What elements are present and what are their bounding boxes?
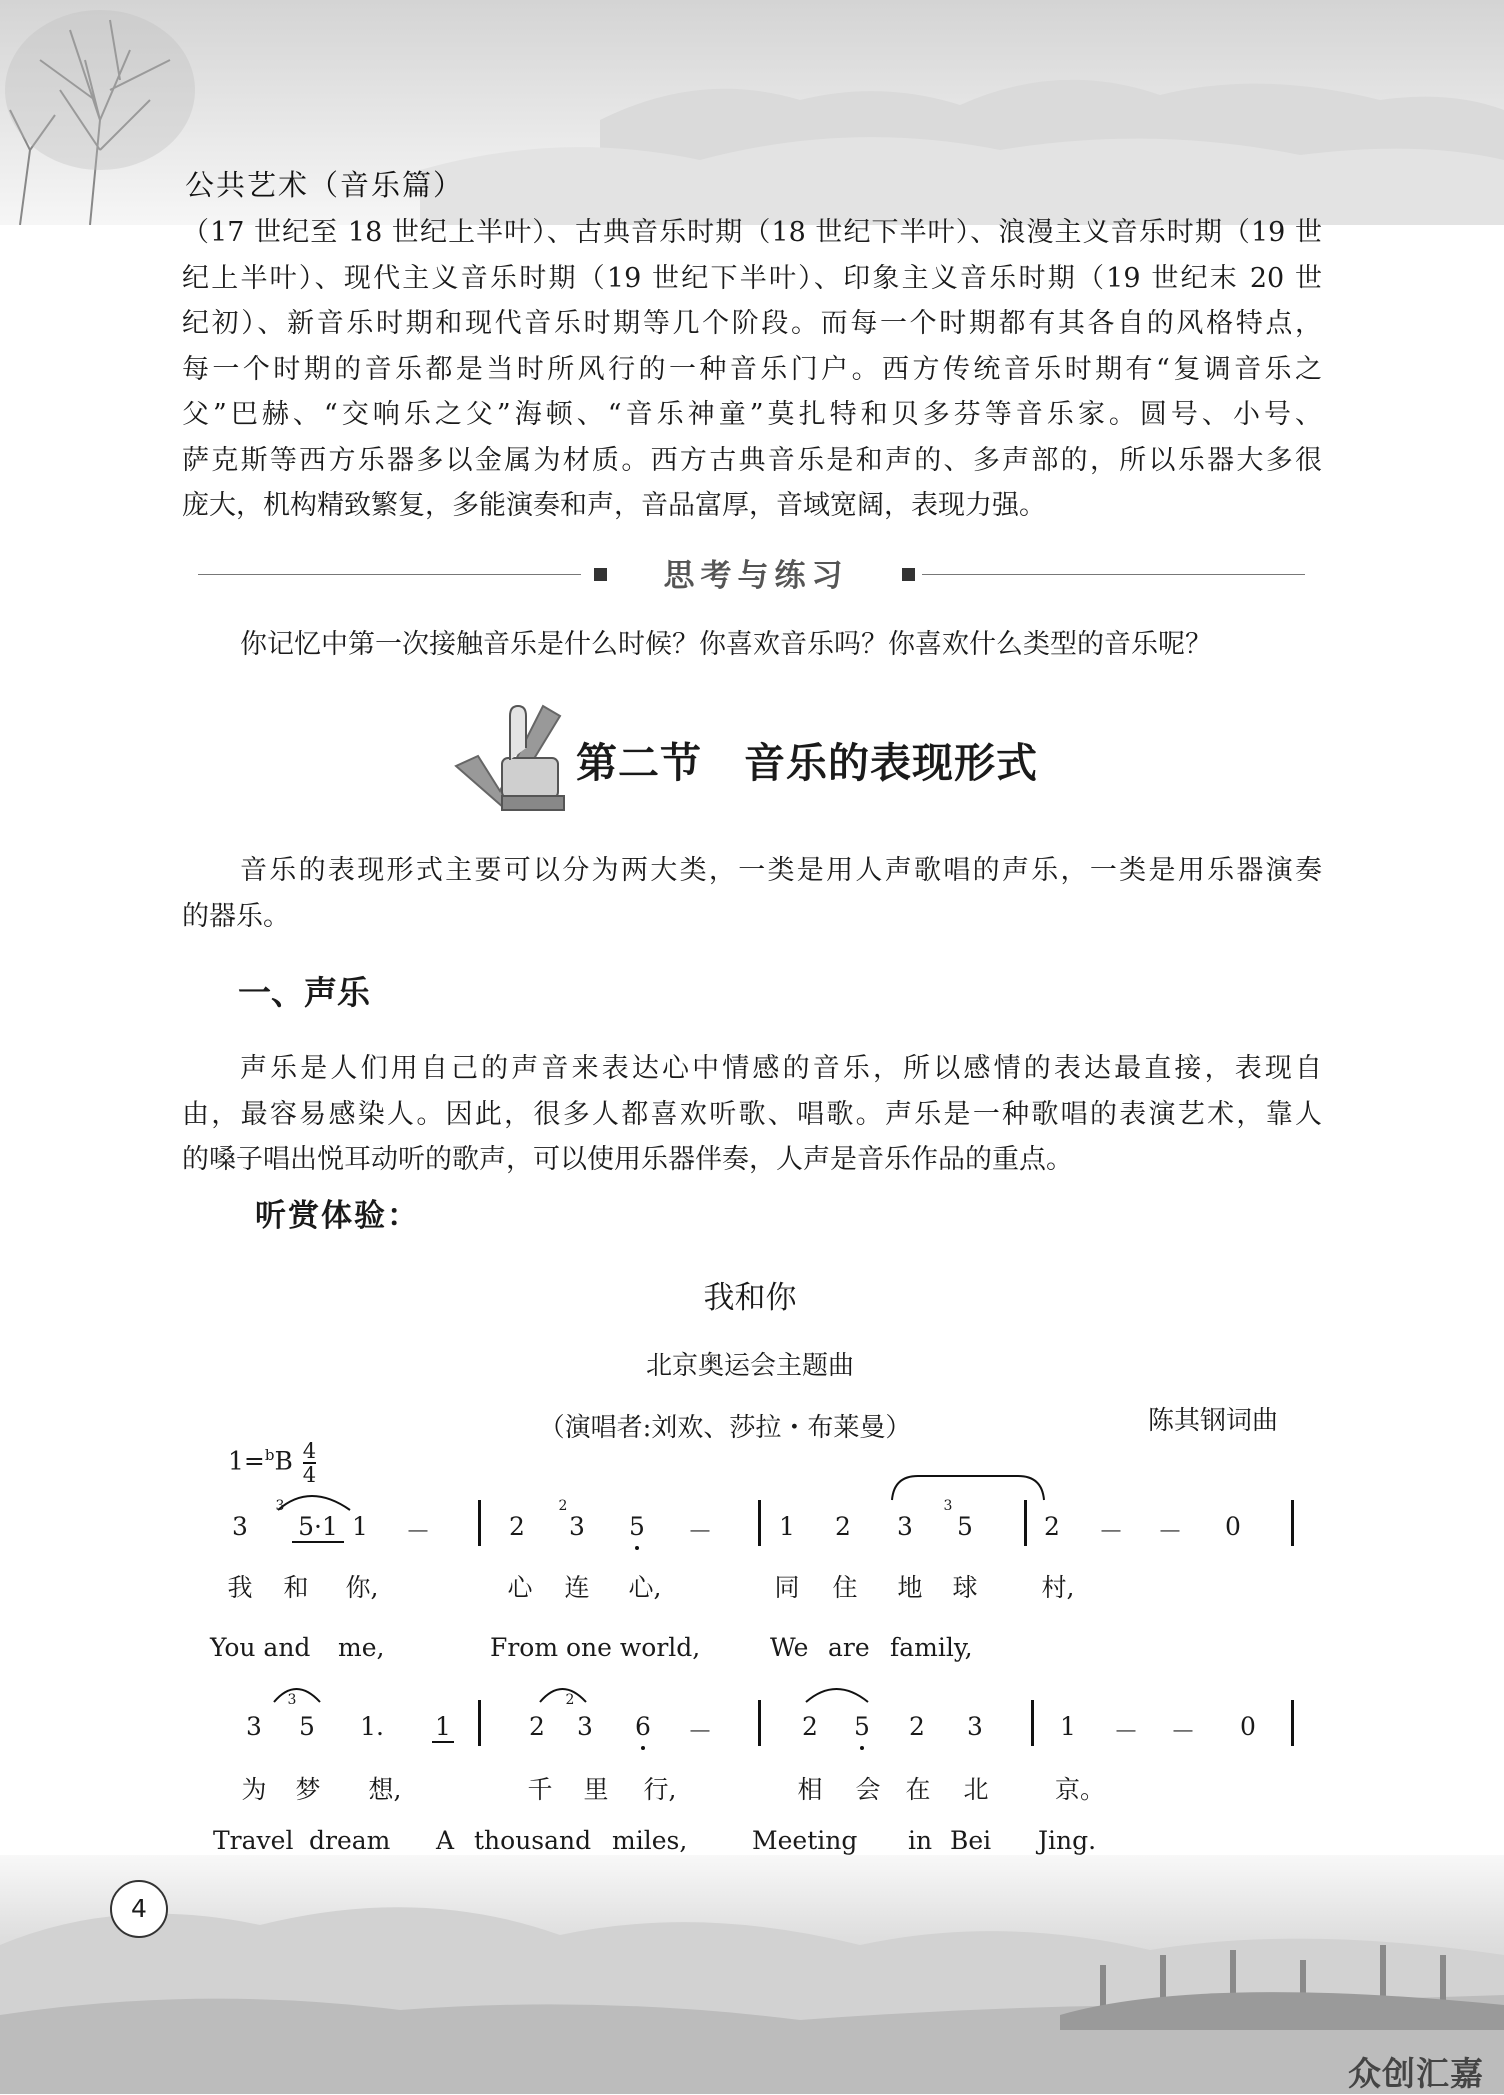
- lyric-char: 梦: [295, 1775, 321, 1804]
- english-lyric: miles,: [612, 1826, 688, 1855]
- text-line: 纪初）、新音乐时期和现代音乐时期等几个阶段。而每一个时期都有其各自的风格特点，: [182, 308, 1322, 339]
- note: 2: [529, 1712, 545, 1741]
- lyric-char: 村,: [1041, 1573, 1075, 1602]
- pointing-hand-checkmark-icon: [448, 696, 574, 814]
- text-line: 的器乐。: [182, 900, 290, 932]
- song-title: 我和你: [703, 1280, 797, 1316]
- lyric-char: 想,: [368, 1775, 402, 1804]
- lyric-char: 里: [583, 1775, 609, 1804]
- lower-octave-dot: [635, 1546, 639, 1550]
- english-lyric: A: [436, 1826, 455, 1855]
- note: 1: [1060, 1712, 1076, 1741]
- exercise-question: 你记忆中第一次接触音乐是什么时候？你喜欢音乐吗？你喜欢什么类型的音乐呢？: [240, 629, 1212, 660]
- lyric-char: 同: [774, 1573, 800, 1602]
- key-note: B: [274, 1446, 293, 1476]
- text-line: 音乐的表现形式主要可以分为两大类，一类是用人声歌唱的声乐，一类是用乐器演奏: [240, 855, 1322, 886]
- note: 1: [779, 1512, 795, 1541]
- note-rest: 0: [1240, 1712, 1256, 1741]
- english-lyric: From one world,: [490, 1633, 701, 1662]
- grace-note: 3: [943, 1498, 953, 1514]
- note-dash: －: [687, 1517, 713, 1546]
- lyric-char: 球: [952, 1573, 978, 1602]
- lyric-char: 住: [832, 1573, 858, 1602]
- note-dash: －: [1157, 1517, 1183, 1546]
- body-paragraph: [182, 210, 1322, 529]
- tie-slur: [534, 1680, 594, 1704]
- flat-sign: b: [264, 1446, 275, 1465]
- text-line: 萨克斯等西方乐器多以金属为材质。西方古典音乐是和声的、多声部的，所以乐器大多很: [182, 444, 1322, 476]
- english-lyric: in: [908, 1826, 933, 1855]
- time-bottom: 4: [302, 1463, 317, 1487]
- time-top: 4: [302, 1439, 317, 1463]
- note-dash: －: [1098, 1517, 1124, 1546]
- note-underline: [292, 1541, 344, 1543]
- english-lyric: We: [770, 1633, 809, 1662]
- note: 5·1: [298, 1512, 338, 1541]
- lower-octave-dot: [641, 1746, 645, 1750]
- text-line: 每一个时期的音乐都是当时所风行的一种音乐门户。西方传统音乐时期有“复调音乐之: [182, 353, 1322, 385]
- english-lyric: are: [828, 1633, 870, 1662]
- note: 3: [569, 1512, 585, 1541]
- bar-line: [478, 1500, 481, 1546]
- tie-slur: [800, 1680, 876, 1704]
- english-lyric: me,: [338, 1633, 385, 1662]
- note-dash: －: [687, 1717, 713, 1746]
- text-line: （17 世纪至 18 世纪上半叶）、古典音乐时期（18 世纪下半叶）、浪漫主义音乐时期（19 世: [182, 217, 1322, 248]
- bar-line: [1291, 1700, 1294, 1746]
- lyric-char: 行,: [643, 1775, 677, 1804]
- text-line: 由，最容易感染人。因此，很多人都喜欢听歌、唱歌。声乐是一种歌唱的表演艺术，靠人: [182, 1098, 1322, 1130]
- song-singers: （演唱者:刘欢、莎拉・布莱曼）: [538, 1413, 912, 1443]
- note: 5: [957, 1512, 973, 1541]
- lyric-char: 我: [227, 1573, 253, 1602]
- song-credit: 陈其钢词曲: [1148, 1406, 1279, 1436]
- tie-bracket: [888, 1472, 1048, 1502]
- page-number: 4: [110, 1880, 168, 1938]
- lower-octave-dot: [860, 1746, 864, 1750]
- bar-line: [478, 1700, 481, 1746]
- section-title: 第二节 音乐的表现形式: [576, 739, 1038, 787]
- divider-square-icon: [902, 568, 915, 581]
- note: 1.: [360, 1712, 384, 1741]
- note: 5: [629, 1512, 645, 1541]
- book-title: 公共艺术（音乐篇）: [185, 168, 465, 202]
- bar-line: [758, 1700, 761, 1746]
- bar-line: [1031, 1700, 1034, 1746]
- text-line: 声乐是人们用自己的声音来表达心中情感的音乐，所以感情的表达最直接，表现自: [240, 1053, 1322, 1084]
- note: 3: [577, 1712, 593, 1741]
- lyric-char: 千: [527, 1775, 553, 1804]
- note-dash: －: [405, 1517, 431, 1546]
- tie-slur: [268, 1680, 328, 1704]
- note: 1: [352, 1512, 368, 1541]
- note: 3: [246, 1712, 262, 1741]
- lyric-char: 心,: [628, 1573, 662, 1602]
- lyric-char: 京。: [1054, 1775, 1106, 1804]
- english-lyric: Travel: [213, 1826, 294, 1855]
- note: 5: [854, 1712, 870, 1741]
- note: 2: [835, 1512, 851, 1541]
- grace-note: 3: [275, 1498, 285, 1514]
- note: 2: [802, 1712, 818, 1741]
- grace-note: 2: [558, 1498, 568, 1514]
- note-rest: 0: [1225, 1512, 1241, 1541]
- note: 3: [232, 1512, 248, 1541]
- key-prefix: 1=: [228, 1446, 265, 1476]
- text-line: 庞大，机构精致繁复，多能演奏和声，音品富厚，音域宽阔，表现力强。: [182, 490, 1046, 521]
- time-signature: [303, 1440, 316, 1486]
- note: 3: [967, 1712, 983, 1741]
- lyric-char: 在: [905, 1775, 931, 1804]
- text-line: 父”巴赫、“交响乐之父”海顿、“音乐神童”莫扎特和贝多芬等音乐家。圆号、小号、: [182, 399, 1322, 430]
- key-signature: [228, 1440, 316, 1486]
- bar-line: [1291, 1500, 1294, 1546]
- lyric-char: 会: [855, 1775, 881, 1804]
- note: 1: [435, 1712, 451, 1741]
- lyric-char: 心: [507, 1573, 533, 1602]
- text-line: 纪上半叶）、现代主义音乐时期（19 世纪下半叶）、印象主义音乐时期（19 世纪末 20 世: [182, 262, 1322, 294]
- listening-label: 听赏体验：: [255, 1198, 420, 1234]
- footer-landscape-image: [0, 1855, 1504, 2094]
- divider-line: [198, 574, 581, 575]
- song-subtitle: 北京奥运会主题曲: [645, 1351, 854, 1381]
- watermark-text: 众创汇嘉: [1348, 2054, 1484, 2093]
- grace-note: 3: [287, 1692, 297, 1708]
- intro-paragraph: [182, 848, 1322, 939]
- lyric-char: 为: [241, 1775, 267, 1804]
- divider-square-icon: [594, 568, 607, 581]
- english-lyric: family,: [890, 1633, 973, 1662]
- english-lyric: thousand: [474, 1826, 592, 1855]
- note-dash: －: [1170, 1717, 1196, 1746]
- bar-line: [1024, 1500, 1027, 1546]
- note: 2: [1044, 1512, 1060, 1541]
- subsection-heading: 一、声乐: [238, 973, 370, 1012]
- note: 2: [909, 1712, 925, 1741]
- note-underline: [432, 1741, 454, 1743]
- divider-line: [922, 574, 1305, 575]
- english-lyric: Jing.: [1038, 1826, 1097, 1855]
- exercise-title: 思考与练习: [663, 558, 849, 594]
- note: 3: [897, 1512, 913, 1541]
- note: 6: [635, 1712, 651, 1741]
- vocal-paragraph: [182, 1046, 1322, 1183]
- lyric-char: 北: [963, 1775, 989, 1804]
- lyric-char: 相: [797, 1775, 823, 1804]
- english-lyric: Bei: [950, 1826, 992, 1855]
- lyric-char: 地: [897, 1573, 923, 1602]
- english-lyric: Meeting: [752, 1826, 858, 1855]
- grace-note: 2: [565, 1692, 575, 1708]
- note: 2: [509, 1512, 525, 1541]
- english-lyric: You and: [210, 1633, 311, 1662]
- text-line: 的嗓子唱出悦耳动听的歌声，可以使用乐器伴奏，人声是音乐作品的重点。: [182, 1144, 1073, 1175]
- lyric-char: 连: [564, 1573, 590, 1602]
- lyric-char: 你,: [345, 1573, 379, 1602]
- note-dash: －: [1113, 1717, 1139, 1746]
- lyric-char: 和: [283, 1573, 309, 1602]
- bar-line: [758, 1500, 761, 1546]
- note: 5: [299, 1712, 315, 1741]
- english-lyric: dream: [309, 1826, 391, 1855]
